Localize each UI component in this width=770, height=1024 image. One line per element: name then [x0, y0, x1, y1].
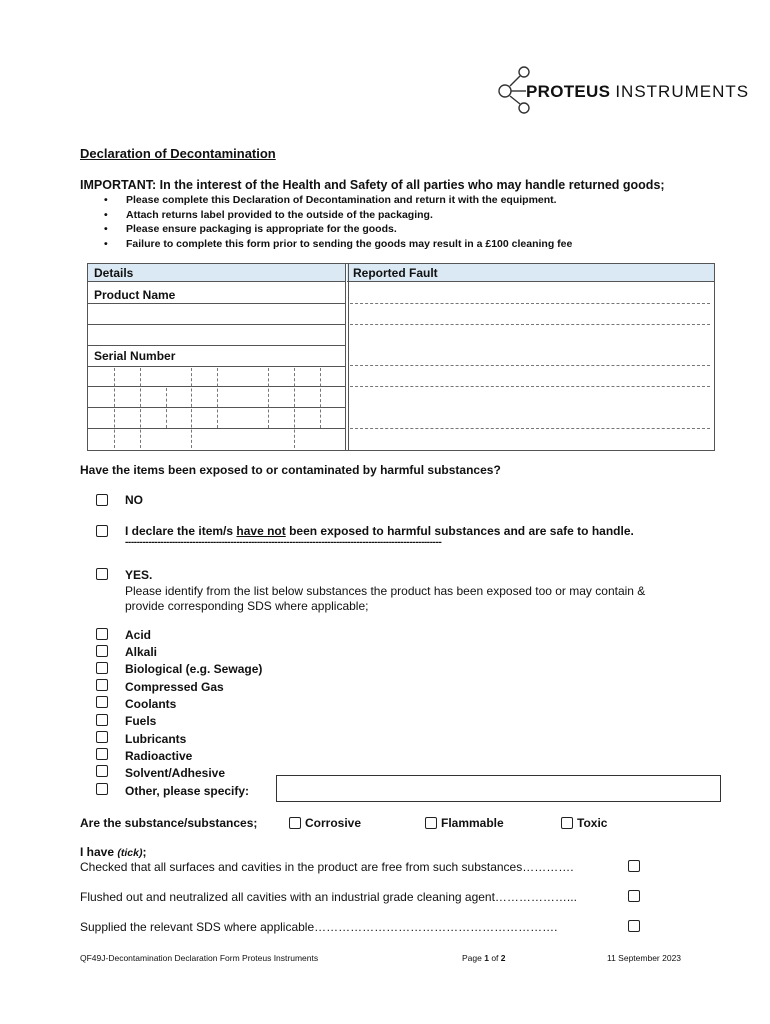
serial-number-label: Serial Number — [94, 349, 176, 363]
substance-label: Radioactive — [125, 749, 193, 763]
declaration-divider: ------------------------------------------------------------------------------------------------------------ — [125, 537, 442, 548]
details-fault-table — [87, 263, 715, 451]
important-notice: IMPORTANT: In the interest of the Health and Safety of all parties who may handle returned goods; — [80, 178, 665, 192]
product-name-label: Product Name — [94, 288, 176, 302]
i-have-text: I have — [80, 845, 118, 859]
no-checkbox[interactable] — [96, 494, 108, 506]
logo-brand-light: INSTRUMENTS — [615, 82, 750, 101]
no-label: NO — [125, 493, 143, 507]
tick-instruction: (tick) — [117, 847, 143, 859]
row-line — [88, 366, 346, 367]
page-current: 1 — [484, 953, 489, 963]
solvent-adhesive-checkbox[interactable] — [96, 765, 108, 777]
alkali-checkbox[interactable] — [96, 645, 108, 657]
fuels-checkbox[interactable] — [96, 714, 108, 726]
i-have-text: ; — [142, 845, 147, 859]
substance-label: Alkali — [125, 645, 158, 659]
declare-checkbox[interactable] — [96, 525, 108, 537]
page-total: 2 — [500, 953, 506, 963]
instruction-item: • Attach returns label provided to the outside of the packaging. — [104, 208, 572, 223]
document-title: Declaration of Decontamination — [80, 146, 276, 161]
logo-wordmark — [526, 82, 749, 102]
product-name-field-1[interactable] — [90, 305, 343, 323]
row-line — [88, 303, 346, 304]
yes-label: YES. — [125, 568, 153, 582]
row-line — [88, 324, 346, 325]
substance-label: Fuels — [125, 714, 157, 728]
checked-surfaces-statement: Checked that all surfaces and cavities in the product are free from such substances…………. — [80, 860, 574, 874]
row-line — [88, 345, 346, 346]
column-divider — [345, 264, 346, 450]
declaration-statement — [125, 524, 634, 538]
page-text: Page — [462, 953, 485, 963]
i-have-heading — [80, 845, 146, 859]
toxic-checkbox[interactable] — [561, 817, 573, 829]
toxic-label: Toxic — [577, 816, 608, 830]
other-checkbox[interactable] — [96, 783, 108, 795]
substance-label: Biological (e.g. Sewage) — [125, 662, 263, 676]
substance-label: Solvent/Adhesive — [125, 766, 226, 780]
checked-surfaces-checkbox[interactable] — [628, 860, 640, 872]
hazard-question: Are the substance/substances; — [80, 816, 258, 830]
instruction-item: • Failure to complete this form prior to sending the goods may result in a £100 cleaning fee — [104, 237, 572, 252]
flammable-label: Flammable — [441, 816, 504, 830]
logo-brand-bold: PROTEUS — [526, 82, 611, 101]
acid-checkbox[interactable] — [96, 628, 108, 640]
flammable-checkbox[interactable] — [425, 817, 437, 829]
substance-label: Acid — [125, 628, 152, 642]
lubricants-checkbox[interactable] — [96, 731, 108, 743]
serial-number-field[interactable] — [90, 368, 343, 448]
substance-label: Compressed Gas — [125, 680, 224, 694]
footer-form-id: QF49J-Decontamination Declaration Form Proteus Instruments — [80, 953, 319, 963]
product-name-field-2[interactable] — [90, 326, 343, 344]
details-header: Details — [88, 264, 346, 282]
substance-label: Lubricants — [125, 732, 187, 746]
flushed-cavities-checkbox[interactable] — [628, 890, 640, 902]
corrosive-label: Corrosive — [305, 816, 362, 830]
substance-label: Other, please specify: — [125, 784, 250, 798]
declaration-emphasis: have not — [236, 524, 286, 538]
company-logo — [496, 64, 750, 116]
flushed-cavities-statement: Flushed out and neutralized all cavities with an industrial grade cleaning agent………………... — [80, 890, 577, 904]
biological-checkbox[interactable] — [96, 662, 108, 674]
exposure-question: Have the items been exposed to or contaminated by harmful substances? — [80, 463, 501, 477]
reported-fault-field[interactable] — [350, 284, 710, 446]
supplied-sds-statement: Supplied the relevant SDS where applicable……………………………………………………. — [80, 920, 558, 934]
corrosive-checkbox[interactable] — [289, 817, 301, 829]
compressed-gas-checkbox[interactable] — [96, 679, 108, 691]
instruction-list — [104, 193, 572, 251]
footer-date: 11 September 2023 — [607, 953, 682, 963]
supplied-sds-checkbox[interactable] — [628, 920, 640, 932]
instruction-item: • Please complete this Declaration of Decontamination and return it with the equipment. — [104, 193, 572, 208]
declaration-text: I declare the item/s — [125, 524, 237, 538]
reported-fault-header: Reported Fault — [347, 264, 714, 282]
column-divider — [348, 264, 349, 450]
other-specify-field[interactable] — [276, 775, 721, 802]
substance-label: Coolants — [125, 697, 177, 711]
radioactive-checkbox[interactable] — [96, 748, 108, 760]
yes-checkbox[interactable] — [96, 568, 108, 580]
page-text: of — [488, 953, 501, 963]
footer-page-number — [462, 953, 506, 963]
instruction-item: • Please ensure packaging is appropriate for the goods. — [104, 222, 572, 237]
declaration-text: been exposed to harmful substances and are safe to handle. — [285, 524, 634, 538]
yes-instruction-line-2: provide corresponding SDS where applicable; — [125, 599, 369, 613]
coolants-checkbox[interactable] — [96, 696, 108, 708]
yes-instruction-line-1: Please identify from the list below substances the product has been exposed too or may contain & — [125, 584, 646, 598]
